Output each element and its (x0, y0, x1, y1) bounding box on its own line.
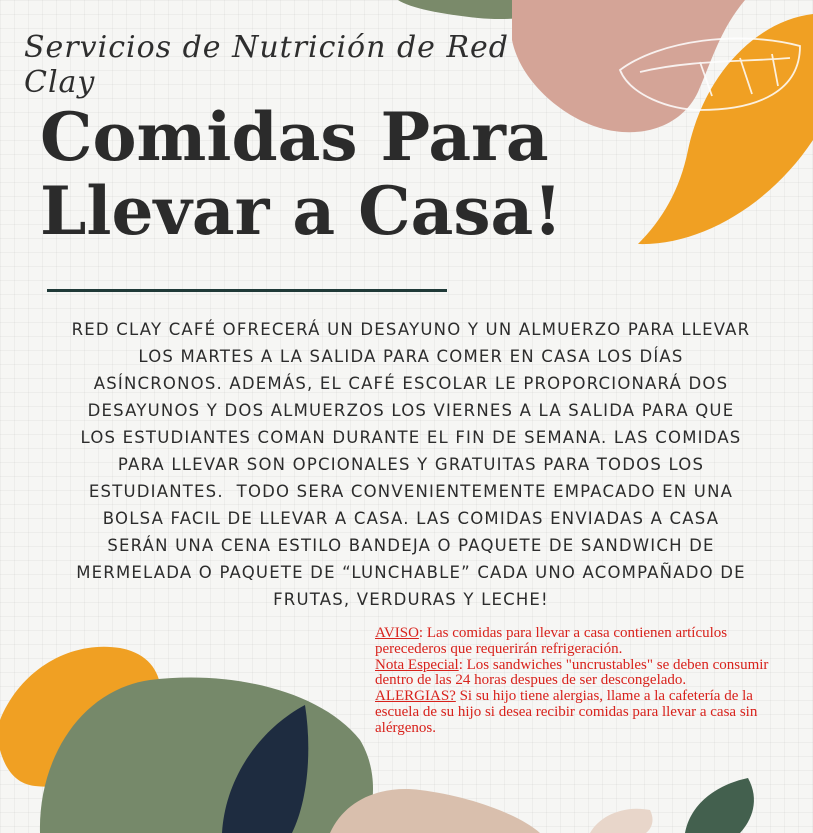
title-divider (47, 289, 447, 292)
paragraph-line: BOLSA FACIL DE LLEVAR A CASA. LAS COMIDAS ENVIADAS A CASA (102, 509, 720, 528)
main-paragraph (48, 316, 774, 613)
script-subtitle: Servicios de Nutrición de Red Clay (24, 30, 509, 100)
paragraph-line: DESAYUNOS Y DOS ALMUERZOS LOS VIERNES A LA SALIDA PARA QUE (87, 401, 735, 420)
notice-box (375, 626, 785, 737)
paragraph-line: ASÍNCRONOS. ADEMÁS, EL CAFÉ ESCOLAR LE PROPORCIONARÁ DOS (93, 374, 729, 393)
aviso-note (375, 626, 785, 658)
nota-especial-text: : Los sandwiches "uncrustables" se deben consumir dentro de las 24 horas despues de ser descongelado. (375, 656, 769, 689)
green-leaf-shape-bottom (685, 778, 754, 833)
alergias-text: Si su hijo tiene alergias, llame a la cafetería de la escuela de su hijo si desea recibir comidas para llevar a casa sin alérgenos. (375, 688, 758, 736)
title-line-1: Comidas Para (40, 98, 549, 176)
paragraph-line: PARA LLEVAR SON OPCIONALES Y GRATUITAS PARA TODOS LOS (117, 455, 705, 474)
alergias-label: ALERGIAS? (375, 688, 456, 705)
page-title (40, 100, 740, 248)
paragraph-line: ESTUDIANTES. TODO SERA CONVENIENTEMENTE EMPACADO EN UNA (88, 482, 734, 501)
nota-especial-label: Nota Especial (375, 656, 459, 673)
aviso-text: : Las comidas para llevar a casa contienen artículos perecederos que requerirán refrigeración. (375, 625, 728, 657)
paragraph-line: MERMELADA O PAQUETE DE “LUNCHABLE” CADA UNO ACOMPAÑADO DE (76, 563, 746, 582)
paragraph-line: FRUTAS, VERDURAS Y LECHE! (273, 590, 549, 609)
paragraph-line: LOS ESTUDIANTES COMAN DURANTE EL FIN DE SEMANA. LAS COMIDAS (80, 428, 742, 447)
paragraph-line: RED CLAY CAFÉ OFRECERÁ UN DESAYUNO Y UN ALMUERZO PARA LLEVAR (71, 320, 751, 339)
nota-especial-note (375, 658, 785, 690)
paragraph-line: SERÁN UNA CENA ESTILO BANDEJA O PAQUETE DE SANDWICH DE (107, 536, 715, 555)
paragraph-line: LOS MARTES A LA SALIDA PARA COMER EN CASA LOS DÍAS (138, 347, 684, 366)
alergias-note (375, 689, 785, 736)
title-line-2: Llevar a Casa! (40, 172, 563, 250)
aviso-label: AVISO (375, 625, 419, 641)
pale-leaf-shape (590, 809, 653, 833)
